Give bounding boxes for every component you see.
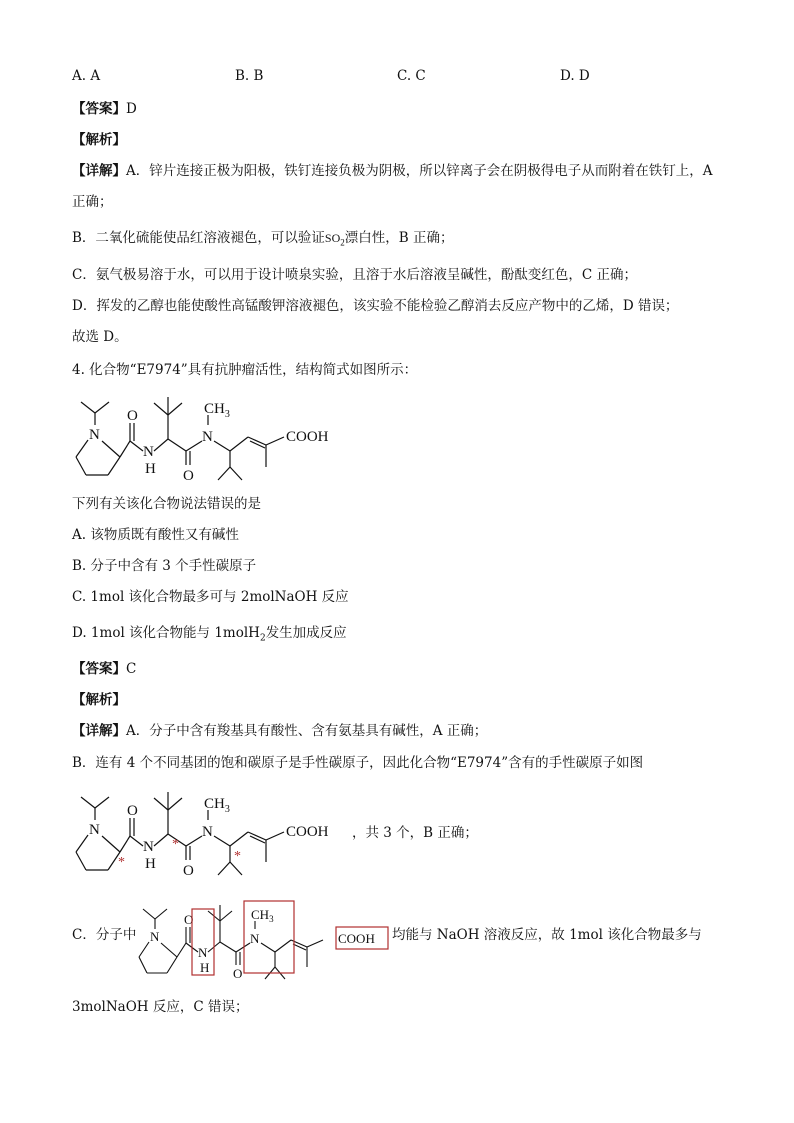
detail-text-a: A．锌片连接正极为阳极，铁钉连接负极为阴极，所以锌离子会在阴极得电子从而附着在铁钉上，A [126, 163, 713, 179]
detail-b-post: 漂白性，B 正确； [344, 230, 454, 246]
q4-option-b: B. 分子中含有 3 个手性碳原子 [72, 558, 257, 574]
detail-line-b [72, 229, 453, 251]
answer-prev [72, 100, 137, 118]
q4-explain-b-tail: ，共 3 个，B 正确； [352, 825, 478, 841]
ch-sub-2: 3 [224, 804, 230, 815]
atom-cooh-2: COOH [286, 824, 329, 840]
formula-so2 [324, 231, 345, 248]
q4-prompt: 下列有关该化合物说法错误的是 [72, 496, 261, 512]
q4-explain-a [72, 722, 487, 740]
q4-answer-label: 【答案】 [72, 661, 126, 677]
ch-text: CH [204, 401, 225, 417]
detail-line-d: D．挥发的乙醇也能使酸性高锰酸钾溶液褪色，该实验不能检验乙醇消去反应产物中的乙烯，D 错误； [72, 298, 679, 314]
q4-detail-label: 【详解】 [72, 723, 126, 739]
atom-n-methyl: N [202, 429, 213, 445]
option-b-prev: B. B [235, 68, 264, 84]
atom-n-ring: N [89, 427, 100, 443]
q4-explain-a-text: A．分子中含有羧基具有酸性、含有氨基具有碱性，A 正确； [126, 723, 488, 739]
q4-explain-c-line2: 3molNaOH 反应，C 错误； [72, 999, 249, 1015]
atom-n-methyl-2: N [202, 824, 213, 840]
molecule-structure-1 [68, 385, 358, 485]
answer-value: D [126, 101, 137, 117]
option-d-sub: 2 [259, 633, 266, 644]
atom-o-1-2: O [127, 803, 138, 819]
molecule-structure-3 [132, 895, 392, 985]
q4-answer [72, 660, 136, 678]
atom-cooh: COOH [286, 429, 329, 445]
chiral-star-2: * [172, 837, 179, 852]
detail-line-a2: 正确； [72, 194, 113, 210]
answer-label: 【答案】 [72, 101, 126, 117]
option-c-prev: C. C [397, 68, 426, 84]
atom-n-ring-3: N [150, 929, 160, 944]
so-sub: 2 [340, 237, 345, 248]
q4-explain-b: B．连有 4 个不同基团的饱和碳原子是手性碳原子，因此化合物“E7974”含有的手性碳原子如图 [72, 755, 644, 771]
atom-h-amide: H [145, 461, 156, 477]
atom-o-2-2: O [183, 863, 194, 879]
q4-explain-c-post: 均能与 NaOH 溶液反应，故 1mol 该化合物最多与 [392, 927, 702, 943]
atom-cooh-3: COOH [338, 931, 375, 946]
analysis-label-prev: 【解析】 [72, 132, 126, 148]
atom-o-1-3: O [184, 912, 194, 927]
so-text: SO [324, 231, 341, 245]
ch-sub-3: 3 [269, 914, 274, 924]
atom-o-2: O [183, 468, 194, 484]
q4-explain-c-pre: C．分子中 [72, 927, 137, 943]
detail-label: 【详解】 [72, 163, 126, 179]
molecule-structure-2 [68, 780, 358, 880]
atom-n-amide-3: N [198, 945, 208, 960]
detail-line-c: C．氨气极易溶于水，可以用于设计喷泉实验，且溶于水后溶液呈碱性，酚酞变红色，C 正确； [72, 267, 637, 283]
atom-h-amide-3: H [200, 960, 210, 975]
option-a-prev: A. A [72, 68, 101, 84]
q4-stem: 4. 化合物“E7974”具有抗肿瘤活性，结构简式如图所示： [72, 362, 418, 378]
q4-option-d [72, 624, 347, 648]
atom-n-methyl-3: N [250, 931, 260, 946]
option-d-post: 发生加成反应 [265, 625, 347, 641]
ch-sub: 3 [224, 409, 230, 420]
chiral-star-3: * [234, 849, 241, 864]
q4-option-a: A. 该物质既有酸性又有碱性 [72, 527, 239, 543]
conclusion-prev: 故选 D。 [72, 329, 128, 345]
atom-h-amide-2: H [145, 856, 156, 872]
detail-line-a [72, 162, 713, 180]
detail-b-pre: B．二氧化硫能使品红溶液褪色，可以验证 [72, 230, 325, 246]
option-d-pre: D. 1mol 该化合物能与 1molH [72, 625, 260, 641]
atom-n-amide: N [143, 444, 154, 460]
atom-o-1: O [127, 408, 138, 424]
option-d-prev: D. D [560, 68, 590, 84]
ch-text-3: CH [251, 907, 270, 922]
atom-o-2-3: O [233, 966, 243, 981]
atom-n-ring-2: N [89, 822, 100, 838]
q4-analysis-label: 【解析】 [72, 692, 126, 708]
chiral-star-1: * [118, 855, 125, 870]
atom-ch3-3 [251, 907, 274, 924]
q4-option-c: C. 1mol 该化合物最多可与 2molNaOH 反应 [72, 589, 349, 605]
ch-text-2: CH [204, 796, 225, 812]
q4-answer-value: C [126, 661, 137, 677]
atom-n-amide-2: N [143, 839, 154, 855]
